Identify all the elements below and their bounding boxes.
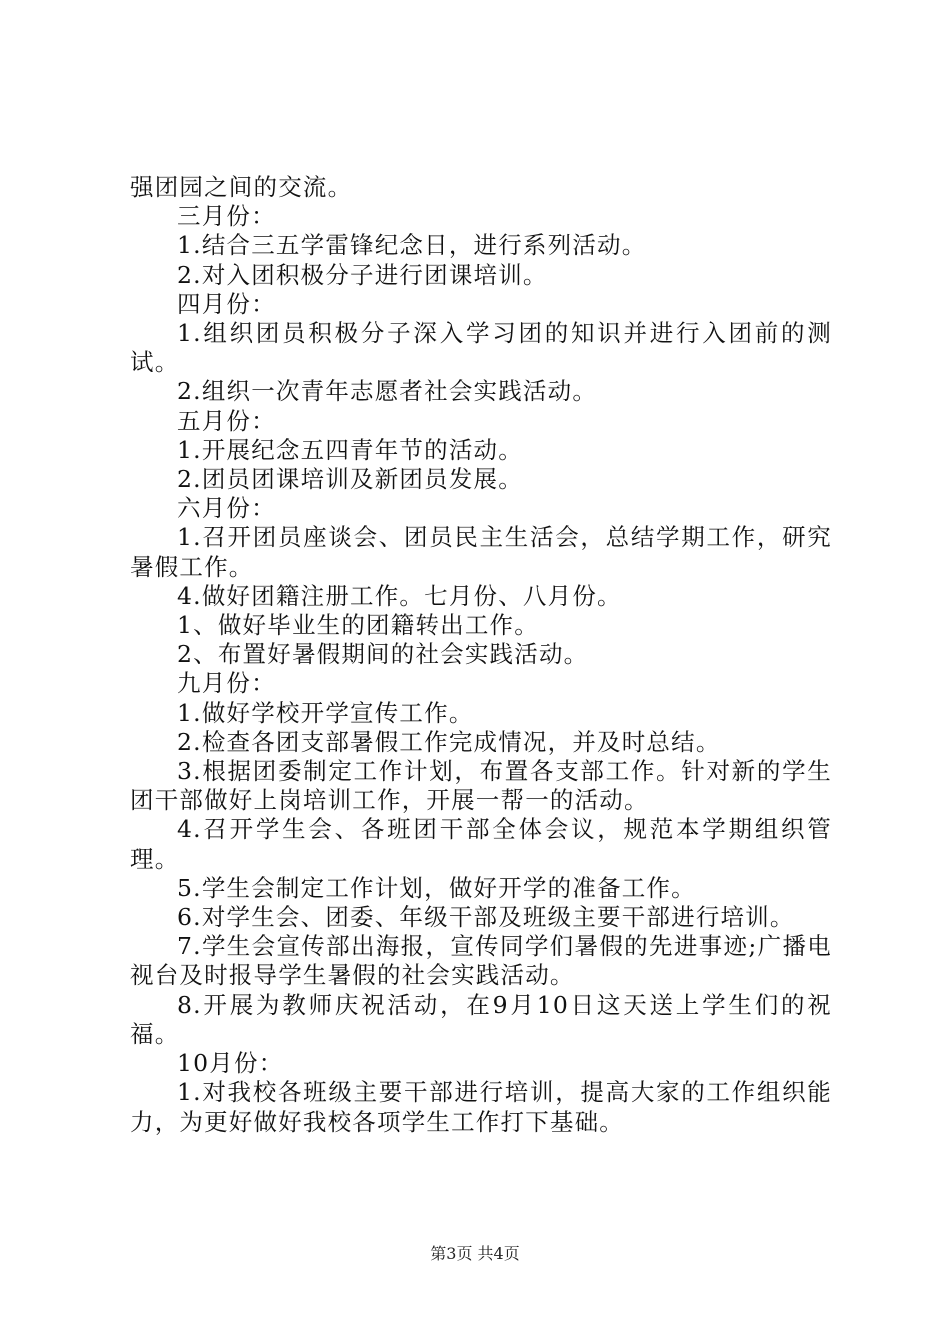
paragraph: 3.根据团委制定工作计划，布置各支部工作。针对新的学生团干部做好上岗培训工作，开展一帮一的活动。: [130, 757, 832, 815]
paragraph: 1.结合三五学雷锋纪念日，进行系列活动。: [177, 231, 647, 260]
paragraph: 2.组织一次青年志愿者社会实践活动。: [177, 377, 598, 406]
paragraph: 1.对我校各班级主要干部进行培训，提高大家的工作组织能力，为更好做好我校各项学生工作打下基础。: [130, 1078, 832, 1136]
page-footer: 第3页 共4页: [430, 1244, 520, 1263]
paragraph: 2.对入团积极分子进行团课培训。: [177, 260, 548, 289]
paragraph: 三月份：: [177, 202, 276, 231]
paragraph: 1.组织团员积极分子深入学习团的知识并进行入团前的测试。: [130, 319, 832, 377]
paragraph: 五月份：: [177, 406, 276, 435]
paragraph: 2.检查各团支部暑假工作完成情况，并及时总结。: [177, 727, 721, 756]
paragraph: 5.学生会制定工作计划，做好开学的准备工作。: [177, 873, 696, 902]
paragraph: 四月份：: [177, 289, 276, 318]
document-body: [130, 173, 832, 1137]
paragraph: 1.做好学校开学宣传工作。: [177, 698, 474, 727]
paragraph: 1、做好毕业生的团籍转出工作。: [177, 611, 539, 640]
paragraph: 4.做好团籍注册工作。七月份、八月份。: [177, 581, 622, 610]
paragraph: 4.召开学生会、各班团干部全体会议，规范本学期组织管理。: [130, 815, 832, 873]
paragraph: 九月份：: [177, 669, 276, 698]
paragraph: 1.召开团员座谈会、团员民主生活会，总结学期工作，研究暑假工作。: [130, 523, 832, 581]
paragraph: 六月份：: [177, 494, 276, 523]
paragraph: 6.对学生会、团委、年级干部及班级主要干部进行培训。: [177, 903, 795, 932]
paragraph: 1.开展纪念五四青年节的活动。: [177, 435, 523, 464]
paragraph: 7.学生会宣传部出海报，宣传同学们暑假的先进事迹;广播电视台及时报导学生暑假的社会实践活动。: [130, 932, 832, 990]
paragraph: 强团园之间的交流。: [130, 173, 353, 201]
paragraph: 10月份：: [177, 1049, 284, 1078]
paragraph: 2、布置好暑假期间的社会实践活动。: [177, 640, 589, 669]
paragraph: 2.团员团课培训及新团员发展。: [177, 465, 523, 494]
paragraph: 8.开展为教师庆祝活动，在9月10日这天送上学生们的祝福。: [130, 990, 832, 1048]
